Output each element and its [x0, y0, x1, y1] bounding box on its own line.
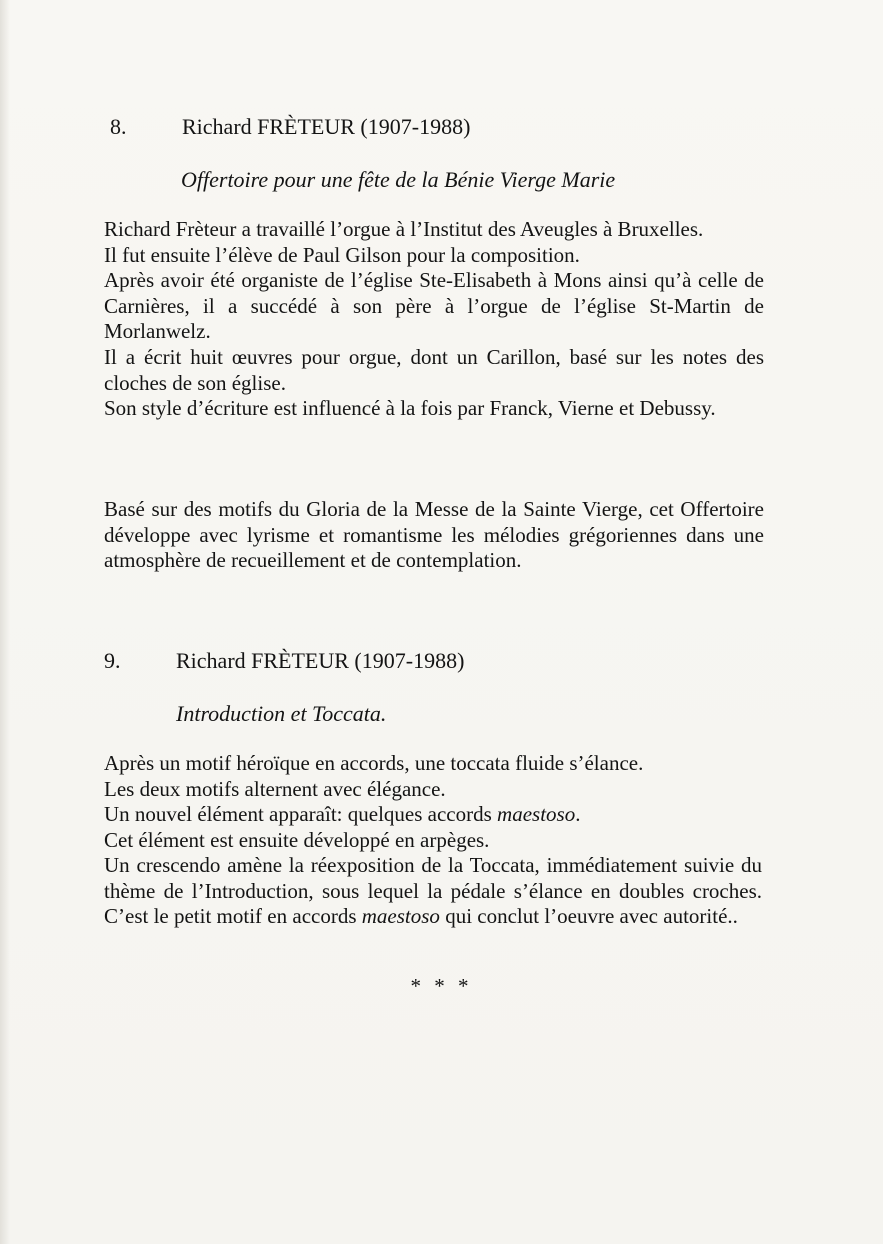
section-9-final-paragraph	[104, 853, 762, 930]
section-8-composer: Richard FRÈTEUR (1907-1988)	[182, 114, 471, 139]
text-fragment: Un crescendo amène la réexposition de la Toccata, immédiatement suivie du thème de l’Introduction, sous lequel la pédale s’élance en doubles croches. C’est le petit motif en accords	[104, 853, 762, 929]
text-line	[104, 802, 764, 828]
description-text: Basé sur des motifs du Gloria de la Messe de la Sainte Vierge, cet Offertoire développe avec lyrisme et romantisme les mélodies grégoriennes dans une atmosphère de recueillement et de contemplation.	[104, 497, 764, 573]
separator-stars: * * *	[410, 974, 473, 998]
page-edge-shadow	[0, 0, 10, 1244]
section-9-heading	[104, 648, 465, 674]
bio-line: Après avoir été organiste de l’église Ste-Elisabeth à Mons ainsi qu’à celle de Carnières, il a succédé à son père à l’orgue de l’église St-Martin de Morlanwelz.	[104, 268, 764, 344]
section-9-number: 9.	[104, 648, 121, 673]
text-fragment: qui conclut l’oeuvre avec autorité..	[439, 904, 738, 929]
section-9-text	[104, 751, 764, 853]
bio-line: Il fut ensuite l’élève de Paul Gilson pour la composition.	[104, 242, 580, 267]
bio-line: Son style d’écriture est influencé à la fois par Franck, Vierne et Debussy.	[104, 396, 716, 421]
text-line: Cet élément est ensuite développé en arpèges.	[104, 827, 490, 852]
section-9-title: Introduction et Toccata.	[176, 701, 387, 726]
bio-line: Richard Frèteur a travaillé l’orgue à l’Institut des Aveugles à Bruxelles.	[104, 217, 704, 241]
bio-line: Il a écrit huit œuvres pour orgue, dont un Carillon, basé sur les notes des cloches de son église.	[104, 344, 764, 395]
text-line: Après un motif héroïque en accords, une toccata fluide s’élance.	[104, 751, 644, 775]
emphasis-maestoso: maestoso	[361, 904, 440, 929]
section-8-heading	[110, 114, 471, 140]
section-8-title: Offertoire pour une fête de la Bénie Vierge Marie	[181, 167, 616, 192]
text-line	[104, 853, 762, 930]
section-8-number: 8.	[110, 114, 127, 139]
section-9-composer: Richard FRÈTEUR (1907-1988)	[176, 648, 465, 673]
text-line: Les deux motifs alternent avec élégance.	[104, 776, 446, 801]
text-fragment: Un nouvel élément apparaît: quelques accords	[104, 802, 498, 827]
text-fragment: .	[575, 802, 581, 827]
section-8-description	[104, 497, 764, 574]
section-8-bio	[104, 217, 764, 422]
emphasis-maestoso: maestoso	[497, 802, 576, 827]
